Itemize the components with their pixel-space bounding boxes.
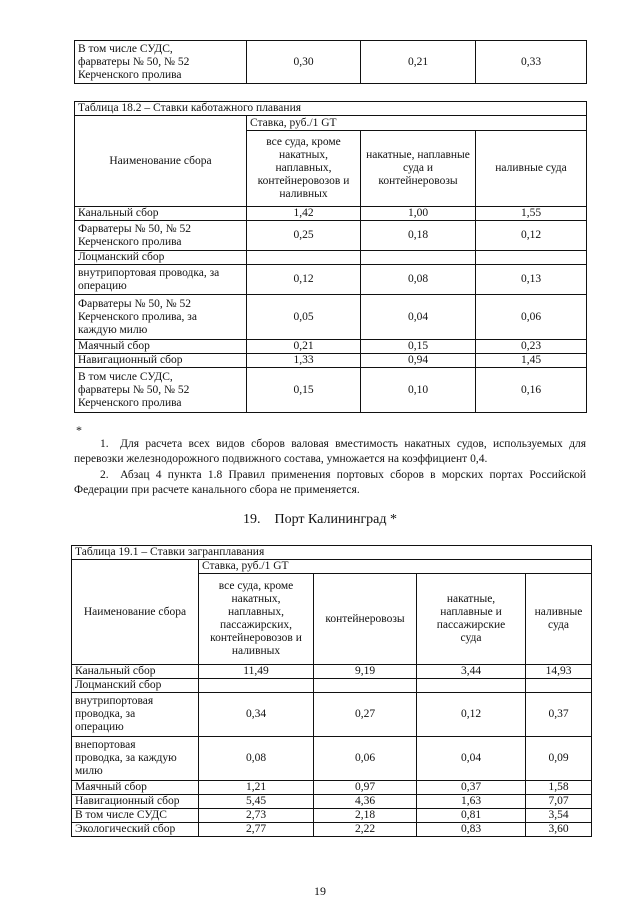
rate-cell: 0,09 (526, 737, 592, 781)
continuation-table (74, 40, 587, 84)
rate-cell: 0,04 (417, 737, 526, 781)
table-row (72, 809, 592, 823)
table-caption: Таблица 19.1 – Ставки загранплавания (72, 546, 592, 560)
rate-cell: 0,30 (247, 41, 361, 84)
rate-cell: 4,36 (314, 795, 417, 809)
rate-cell: 0,12 (417, 693, 526, 737)
rate-cell (199, 679, 314, 693)
table-19-1 (71, 545, 592, 837)
rate-cell: 0,83 (417, 823, 526, 837)
fee-name: Лоцманский сбор (72, 679, 199, 693)
fee-name: Канальный сбор (72, 665, 199, 679)
table-row (72, 737, 592, 781)
fee-name: В том числе СУДС, фарватеры № 50, № 52 Керченского пролива (75, 368, 247, 413)
table-row (75, 340, 587, 354)
rate-cell: 0,27 (314, 693, 417, 737)
rate-cell: 1,00 (361, 207, 476, 221)
rate-cell (314, 679, 417, 693)
fee-name: внутрипортовая проводка, за операцию (75, 265, 247, 295)
fee-name: внутрипортовая проводка, за операцию (72, 693, 199, 737)
table-row (72, 795, 592, 809)
rate-cell: 2,22 (314, 823, 417, 837)
rate-cell: 0,05 (247, 295, 361, 340)
fee-name: внепортовая проводка, за каждую милю (72, 737, 199, 781)
rate-cell: 0,33 (476, 41, 587, 84)
rate-cell: 0,21 (247, 340, 361, 354)
fee-name: Канальный сбор (75, 207, 247, 221)
rate-cell: 0,04 (361, 295, 476, 340)
table-row (75, 41, 587, 84)
rate-cell: 0,97 (314, 781, 417, 795)
rate-cell: 1,33 (247, 354, 361, 368)
fee-name: В том числе СУДС (72, 809, 199, 823)
table-row (75, 251, 587, 265)
rate-cell (247, 251, 361, 265)
rate-cell: 0,13 (476, 265, 587, 295)
rate-cell: 9,19 (314, 665, 417, 679)
rate-cell: 0,37 (526, 693, 592, 737)
column-header: наливные суда (526, 574, 592, 665)
header-fee-name: Наименование сбора (75, 116, 247, 207)
rate-cell (417, 679, 526, 693)
rate-cell: 1,45 (476, 354, 587, 368)
table-row (75, 221, 587, 251)
table-18-2 (74, 101, 587, 413)
table-row (72, 823, 592, 837)
fee-name: Экологический сбор (72, 823, 199, 837)
rate-cell: 14,93 (526, 665, 592, 679)
rate-cell (476, 251, 587, 265)
section-title: 19. Порт Калининград * (242, 512, 398, 527)
note-1: 1. Для расчета всех видов сборов валовая вместимость накатных судов, используемых для перевозки железнодорожного подвижного состава, умножается на коэффициент 0,4. (74, 438, 586, 465)
rate-cell: 0,15 (361, 340, 476, 354)
rate-cell: 1,63 (417, 795, 526, 809)
rate-cell: 0,12 (476, 221, 587, 251)
rate-cell: 2,73 (199, 809, 314, 823)
header-fee-name: Наименование сбора (72, 560, 199, 665)
rate-cell: 0,10 (361, 368, 476, 413)
page-number: 19 (314, 884, 326, 898)
rate-cell: 2,77 (199, 823, 314, 837)
rate-cell: 0,06 (476, 295, 587, 340)
rate-cell: 0,06 (314, 737, 417, 781)
rate-cell: 0,08 (361, 265, 476, 295)
rate-cell: 1,55 (476, 207, 587, 221)
rate-cell: 0,81 (417, 809, 526, 823)
rate-cell: 0,15 (247, 368, 361, 413)
rate-cell: 1,42 (247, 207, 361, 221)
rate-cell: 2,18 (314, 809, 417, 823)
table-row (75, 368, 587, 413)
footnote-marker: * (76, 423, 82, 437)
column-header: накатные, наплавные суда и контейнеровозы (361, 131, 476, 207)
rate-cell (526, 679, 592, 693)
rate-cell: 0,08 (199, 737, 314, 781)
fee-name: Маячный сбор (72, 781, 199, 795)
rate-cell: 0,18 (361, 221, 476, 251)
column-header: накатные, наплавные и пассажирские суда (417, 574, 526, 665)
table-caption: Таблица 18.2 – Ставки каботажного плавания (75, 102, 587, 116)
rate-cell: 5,45 (199, 795, 314, 809)
column-header: наливные суда (476, 131, 587, 207)
table-row (72, 693, 592, 737)
table-row (75, 295, 587, 340)
table-row (75, 207, 587, 221)
rate-cell: 0,37 (417, 781, 526, 795)
fee-name: Лоцманский сбор (75, 251, 247, 265)
fee-name: В том числе СУДС, фарватеры № 50, № 52 Керченского пролива (75, 41, 247, 84)
rate-cell: 1,21 (199, 781, 314, 795)
rate-cell: 0,34 (199, 693, 314, 737)
table-row (72, 665, 592, 679)
table-row (72, 781, 592, 795)
fee-name: Навигационный сбор (75, 354, 247, 368)
rate-cell: 7,07 (526, 795, 592, 809)
rate-cell: 3,60 (526, 823, 592, 837)
header-rate: Ставка, руб./1 GT (199, 560, 592, 574)
fee-name: Фарватеры № 50, № 52 Керченского пролива, за каждую милю (75, 295, 247, 340)
rate-cell: 11,49 (199, 665, 314, 679)
fee-name: Фарватеры № 50, № 52 Керченского пролива (75, 221, 247, 251)
rate-cell: 1,58 (526, 781, 592, 795)
rate-cell: 3,44 (417, 665, 526, 679)
rate-cell: 0,25 (247, 221, 361, 251)
rate-cell: 3,54 (526, 809, 592, 823)
fee-name: Маячный сбор (75, 340, 247, 354)
table-row (75, 265, 587, 295)
table-row (75, 354, 587, 368)
rate-cell: 0,23 (476, 340, 587, 354)
rate-cell: 0,16 (476, 368, 587, 413)
fee-name: Навигационный сбор (72, 795, 199, 809)
note-2: 2. Абзац 4 пункта 1.8 Правил применения портовых сборов в морских портах Российской Федерации при расчете канального сбора не применяется. (74, 469, 586, 496)
column-header: все суда, кроме накатных, наплавных, пассажирских, контейнеровозов и наливных (199, 574, 314, 665)
header-rate: Ставка, руб./1 GT (247, 116, 587, 131)
rate-cell: 0,21 (361, 41, 476, 84)
rate-cell: 0,12 (247, 265, 361, 295)
column-header: все суда, кроме накатных, наплавных, контейнеровозов и наливных (247, 131, 361, 207)
column-header: контейнеровозы (314, 574, 417, 665)
table-row (72, 679, 592, 693)
rate-cell (361, 251, 476, 265)
rate-cell: 0,94 (361, 354, 476, 368)
